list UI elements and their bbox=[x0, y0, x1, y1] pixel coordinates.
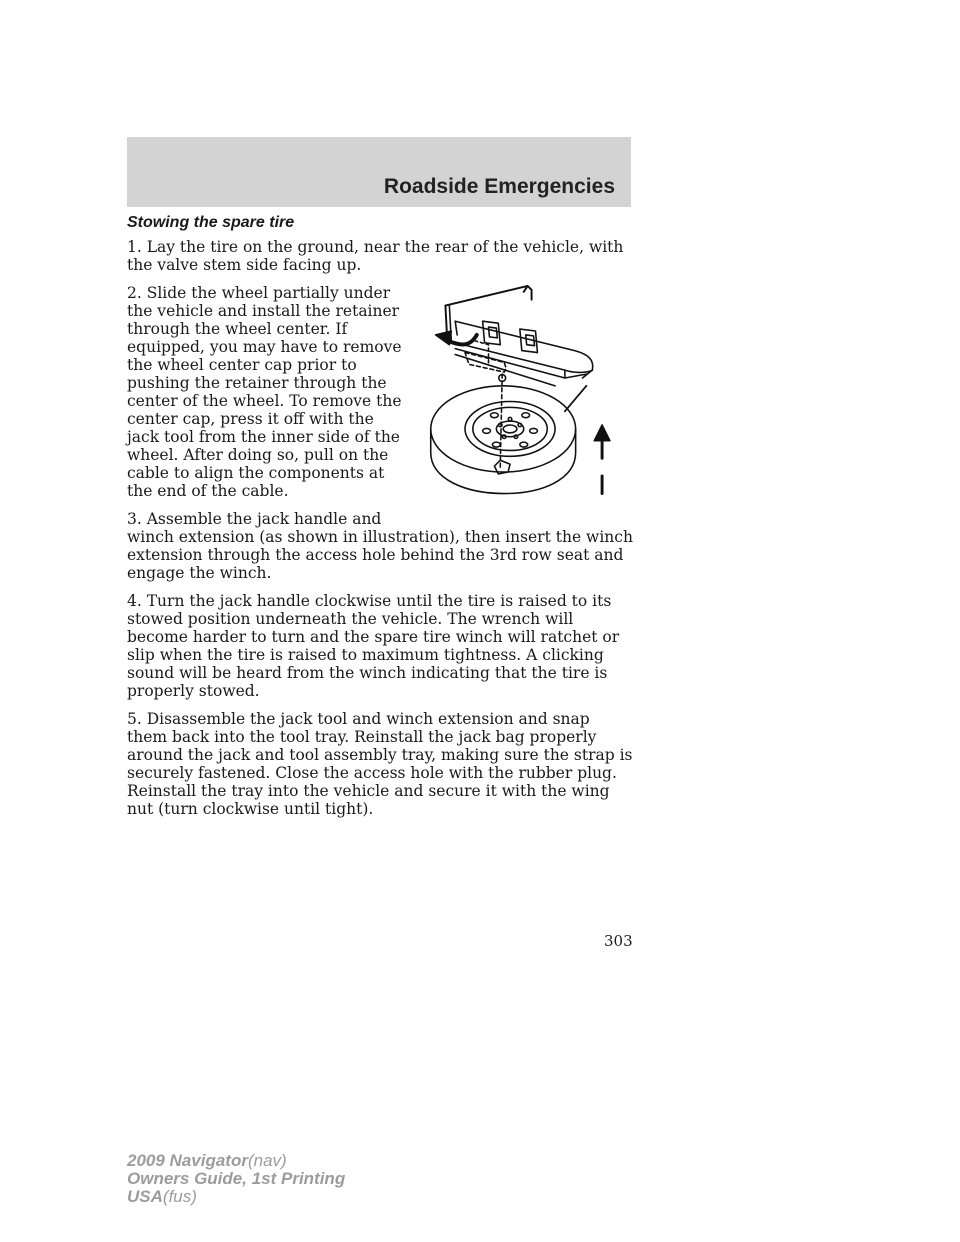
spare-tire-illustration bbox=[418, 284, 653, 519]
step-1: 1. Lay the tire on the ground, near the rear of the vehicle, with the valve stem side facing up. bbox=[127, 238, 624, 274]
footer-model-code: (nav) bbox=[247, 1151, 287, 1170]
footer-line-2: Owners Guide, 1st Printing bbox=[127, 1169, 346, 1188]
document-footer bbox=[127, 1152, 345, 1206]
step-5: 5. Disassemble the jack tool and winch extension and snap them back into the tool tray. Reinstall the jack bag properly around the jack and tool assembly tray, making sure the strap is securely fastened. Close the access hole with the rubber plug. Reinstall the tray into the vehicle and secure it with the wing nut (turn clockwise until tight). bbox=[127, 710, 633, 818]
footer-line-3 bbox=[127, 1188, 345, 1206]
section-header-band bbox=[127, 137, 631, 207]
section-title: Stowing the spare tire bbox=[127, 214, 295, 231]
step-2: 2. Slide the wheel partially under the vehicle and install the retainer through the wheel center. If equipped, you may have to remove the wheel center cap prior to pushing the retainer through the center of the wheel. To remove the center cap, press it off with the jack tool from the inner side of the wheel. After doing so, pull on the cable to align the components at the end of the cable. bbox=[127, 284, 402, 500]
step-4: 4. Turn the jack handle clockwise until the tire is raised to its stowed position underneath the vehicle. The wrench will become harder to turn and the spare tire winch will ratchet or slip when the tire is raised to maximum tightness. A clicking sound will be heard from the winch indicating that the tire is properly stowed. bbox=[127, 592, 620, 700]
footer-market: USA bbox=[127, 1187, 163, 1206]
step-3: 3. Assemble the jack handle and winch extension (as shown in illustration), then insert the winch extension through the access hole behind the 3rd row seat and engage the winch. bbox=[127, 510, 633, 582]
footer-market-code: (fus) bbox=[162, 1187, 197, 1206]
main-content bbox=[127, 214, 633, 828]
footer-model: 2009 Navigator bbox=[127, 1151, 248, 1170]
section-header-title: Roadside Emergencies bbox=[383, 175, 615, 198]
footer-line-1 bbox=[127, 1152, 345, 1170]
page-number: 303 bbox=[604, 932, 633, 950]
